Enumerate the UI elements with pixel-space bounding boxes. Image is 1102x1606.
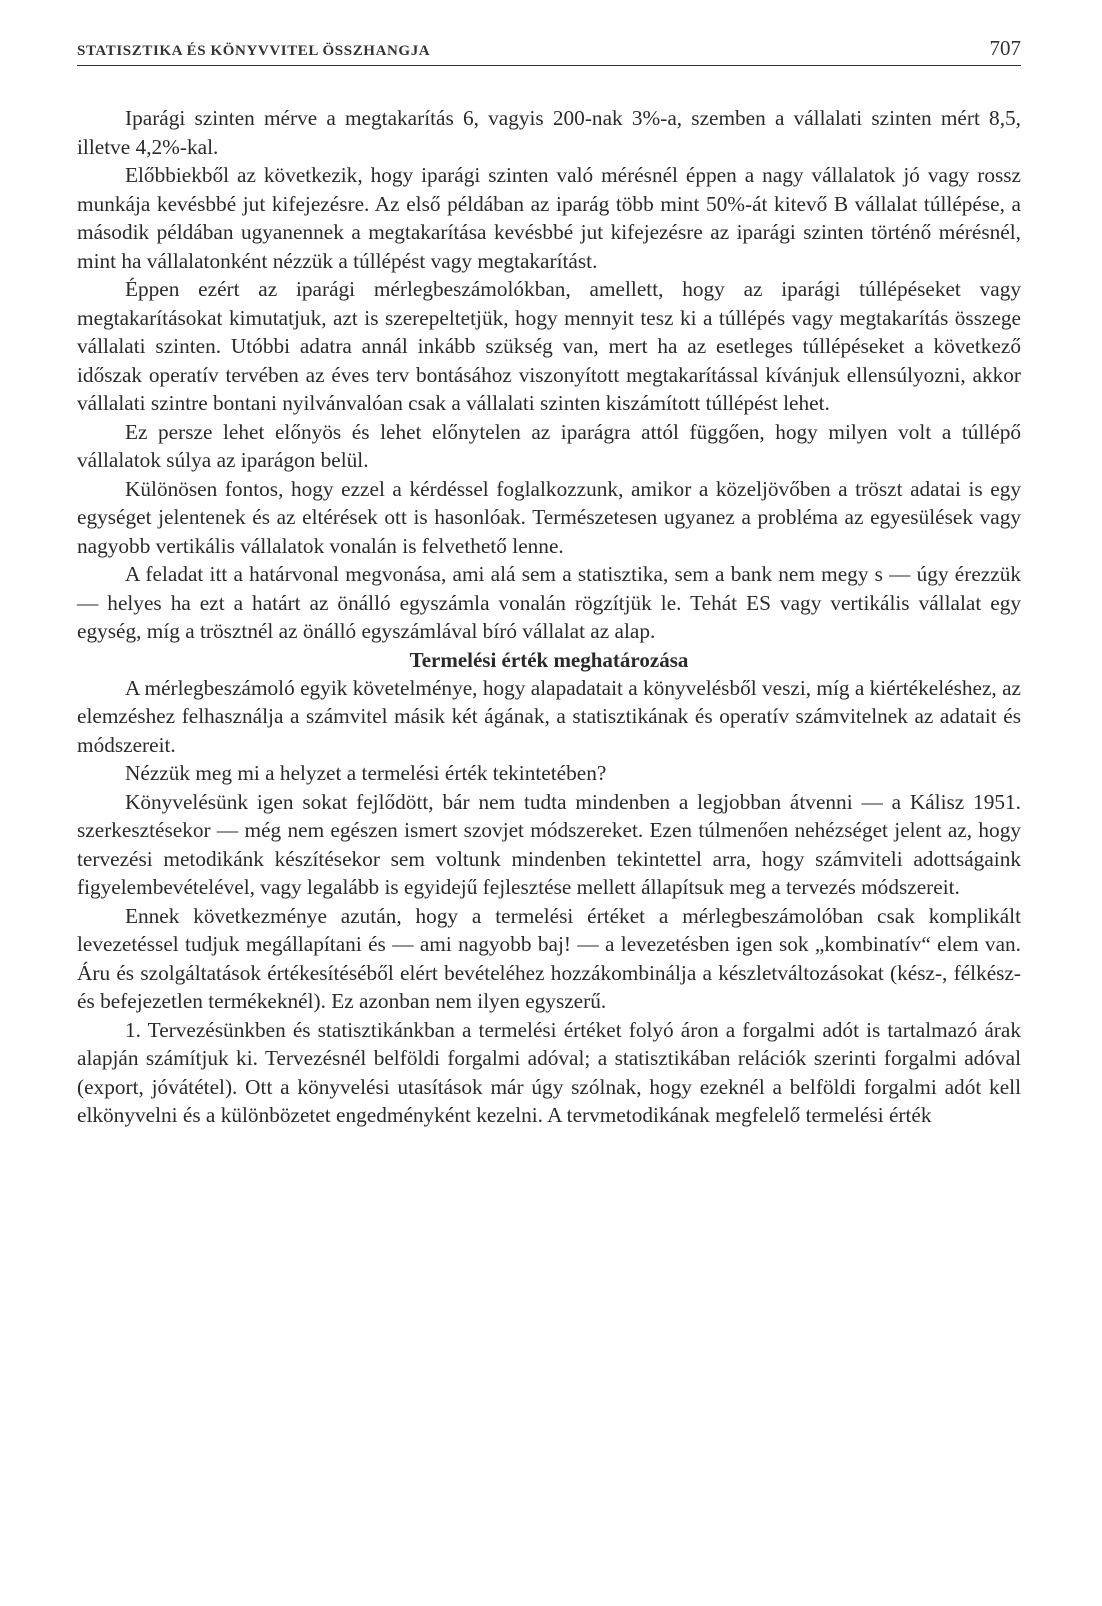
- page-number: 707: [989, 36, 1021, 60]
- paragraph: Előbbiekből az következik, hogy iparági szinten való mérésnél éppen a nagy vállalatok jó vagy rossz munkája kevésbbé jut kifejezésre. Az első példában az iparág több mint 50%-át kitevő B vállalat túllépése, a második példában ugyanennek a megtakarítása kevésbbé jut kifejezésre az iparági szinten történő mérésnél, mint ha vállalatonként nézzük a túllépést vagy megtakarítást.: [77, 163, 1021, 273]
- paragraph: 1. Tervezésünkben és statisztikánkban a termelési értéket folyó áron a forgalmi adót is tartalmazó árak alapján számítjuk ki. Tervezésnél belföldi forgalmi adóval; a statisztikában relációk szerinti forgalmi adóval (export, jóvátétel). Ott a könyvelési utasítások már úgy szólnak, hogy ezeknél a belföldi forgalmi adót kell elkönyvelni és a különbözetet engedményként kezelni. A tervmetodikának megfelelő termelési érték: [77, 1017, 1021, 1127]
- paragraph: Nézzük meg mi a helyzet a termelési érték tekintetében?: [125, 761, 607, 785]
- paragraph: Ez persze lehet előnyös és lehet előnytelen az iparágra attól függően, hogy milyen volt a túllépő vállalatok súlya az iparágon belül.: [77, 419, 1021, 472]
- running-header: [77, 36, 1021, 66]
- paragraph: Különösen fontos, hogy ezzel a kérdéssel foglalkozzunk, amikor a közeljövőben a tröszt adatai is egy egységet jelentenek és az eltérések ott is hasonlóak. Természetesen ugyanez a probléma az egyesülések vagy nagyobb vertikális vállalatok vonalán is felvethető lenne.: [77, 476, 1021, 558]
- paragraph: Ennek következménye azután, hogy a termelési értéket a mérlegbeszámolóban csak komplikált levezetéssel tudjuk megállapítani és — ami nagyobb baj! — a levezetésben igen sok „kombinatív“ elem van. Áru és szolgáltatások értékesítéséből elért bevételéhez hozzákombinálja a készletváltozásokat (kész-, félkész- és befejezetlen termékeknél). Ez azonban nem ilyen egyszerű.: [77, 903, 1021, 1013]
- paragraph: A mérlegbeszámoló egyik követelménye, hogy alapadatait a könyvelésből veszi, míg a kiértékeléshez, az elemzéshez felhasználja a számvitel másik két ágának, a statisztikának és operatív számvitelnek az adatait és módszereit.: [77, 675, 1021, 757]
- paragraph: Könyvelésünk igen sokat fejlődött, bár nem tudta mindenben a legjobban átvenni — a Kálisz 1951. szerkesztésekor — még nem egészen ismert szovjet módszereket. Ezen túlmenően nehézséget jelent az, hogy tervezési metodikánk készítésekor sem voltunk mindenben tekintettel arra, hogy számviteli adottságaink figyelembevételével, vagy legalább is egyidejű fejlesztése mellett állapítsuk meg a tervezés módszereit.: [77, 789, 1021, 899]
- running-title: STATISZTIKA ÉS KÖNYVVITEL ÖSSZHANGJA: [77, 43, 431, 59]
- section-heading: Termelési érték meghatározása: [409, 647, 689, 672]
- paragraph: Éppen ezért az iparági mérlegbeszámolókban, amellett, hogy az iparági túllépéseket vagy megtakarításokat kimutatjuk, azt is szerepeltetjük, hogy mennyit tesz ki a túllépés vagy megtakarítás összege vállalati szinten. Utóbbi adatra annál inkább szükség van, mert ha az esetleges túllépéseket a következő időszak operatív tervében az éves terv bontásához viszonyított megtakarítással kívánjuk ellensúlyozni, akkor vállalati szintre bontani nyilvánvalóan csak a vállalati szinten kiszámított túllépést lehet.: [77, 277, 1021, 415]
- document-page: [77, 36, 1021, 1130]
- paragraph: A feladat itt a határvonal megvonása, ami alá sem a statisztika, sem a bank nem megy s — úgy érezzük — helyes ha ezt a határt az önálló egyszámla vonalán rögzítjük le. Tehát ES vagy vertikális vállalat egy egység, míg a trösztnél az önálló egyszámlával bíró vállalat az alap.: [77, 562, 1021, 643]
- body-text: [77, 104, 1021, 1130]
- paragraph: Iparági szinten mérve a megtakarítás 6, vagyis 200-nak 3%-a, szemben a vállalati szinten mért 8,5, illetve 4,2%-kal.: [77, 106, 1021, 159]
